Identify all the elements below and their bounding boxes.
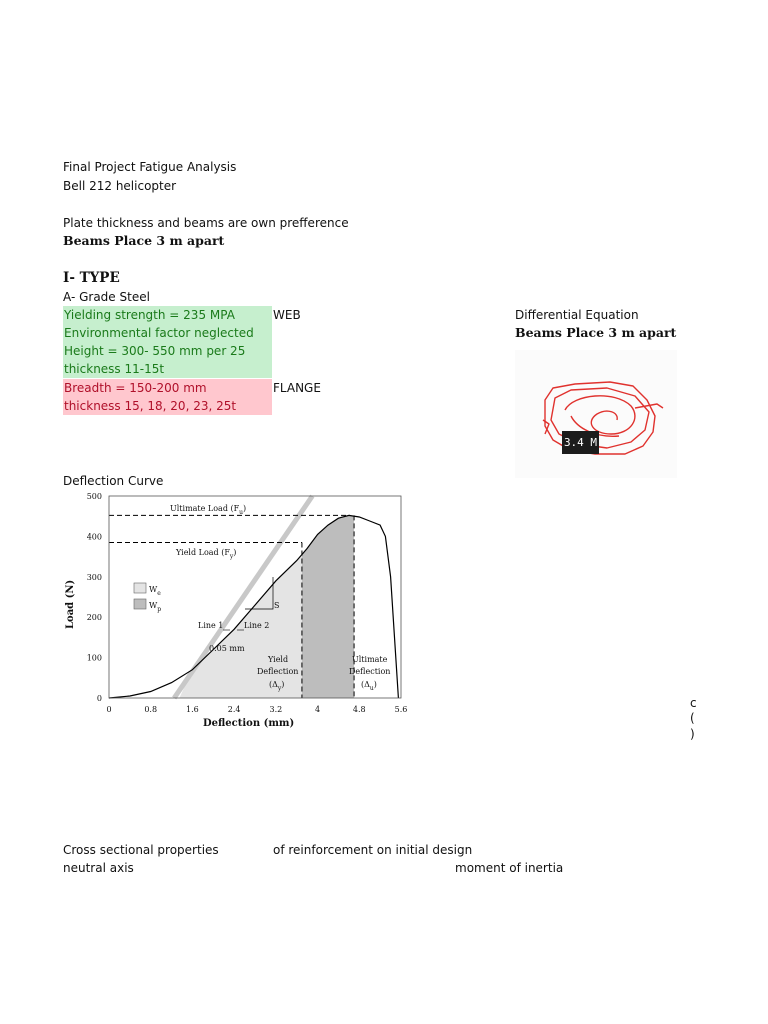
y-tick-label: 200 (86, 613, 102, 623)
cross-section-label: Cross sectional properties (63, 843, 219, 857)
differential-equation-label: Differential Equation (515, 308, 639, 322)
x-tick-label: 3.2 (269, 705, 283, 714)
legend-swatch-wp (134, 599, 146, 609)
deflection-curve-label: Deflection Curve (63, 474, 164, 488)
handwritten-sketch-image (515, 350, 677, 478)
y-tick-label: 100 (86, 653, 102, 663)
edge-char: c (690, 696, 697, 710)
grade-label: A- Grade Steel (63, 290, 150, 304)
web-row: Environmental factor neglected (63, 324, 272, 342)
y-tick-label: 500 (86, 492, 102, 501)
ultimate-deflection-label-2: Deflection (349, 667, 391, 676)
web-row: Yielding strength = 235 MPA (63, 306, 272, 324)
sketch-measure-label: 3.4 M (562, 431, 599, 454)
deflection-chart (63, 491, 408, 731)
yield-deflection-label-2: Deflection (257, 667, 299, 676)
yield-load-annotation: Yield Load $(F_y)$ (176, 548, 237, 560)
line2-label: Line 2 (244, 621, 270, 630)
document-subtitle: Bell 212 helicopter (63, 179, 177, 193)
legend-wp-label: $W_p$ (149, 601, 162, 613)
deflection-chart-svg (63, 491, 408, 731)
x-tick-label: 2.4 (227, 705, 241, 714)
line1-label: Line 1 (198, 621, 224, 630)
x-tick-label: 4.8 (352, 705, 366, 714)
differential-beams-note: Beams Place 3 m apart (515, 325, 677, 340)
neutral-axis-label: neutral axis (63, 861, 134, 875)
sketch-scribble (515, 350, 677, 478)
flange-row: Breadth = 150-200 mm (63, 379, 272, 397)
y-axis-label: Load (N) (65, 579, 76, 629)
y-tick-label: 300 (86, 572, 102, 582)
moment-of-inertia-label: moment of inertia (455, 861, 564, 875)
x-tick-label: 0.8 (144, 705, 158, 714)
x-tick-label: 0 (106, 705, 112, 714)
document-title: Final Project Fatigue Analysis (63, 160, 237, 174)
x-tick-label: 1.6 (186, 705, 199, 714)
web-row: Height = 300- 550 mm per 25 (63, 342, 272, 360)
legend-swatch-we (134, 583, 146, 593)
web-label: WEB (273, 308, 301, 322)
yield-deflection-symbol: $(\Delta_y)$ (269, 680, 285, 692)
edge-char: ( (690, 711, 695, 725)
ultimate-deflection-label: Ultimate (352, 655, 388, 664)
x-tick-label: 5.6 (394, 705, 408, 714)
slope-label: S (274, 601, 280, 610)
ultimate-deflection-symbol: $(\Delta_u)$ (361, 680, 377, 692)
flange-label: FLANGE (273, 381, 321, 395)
preference-note: Plate thickness and beams are own prefference (63, 216, 349, 230)
flange-row: thickness 15, 18, 20, 23, 25t (63, 397, 272, 415)
offset-label: 0.05 mm (209, 644, 245, 653)
section-type-heading: I- TYPE (63, 270, 120, 286)
legend-we-label: $W_e$ (149, 585, 161, 597)
y-tick-label: 0 (96, 694, 102, 703)
beams-note: Beams Place 3 m apart (63, 233, 225, 248)
edge-char: ) (690, 727, 695, 741)
yield-deflection-label: Yield (268, 655, 289, 664)
x-axis-label: Deflection (mm) (203, 718, 295, 729)
ultimate-load-annotation: Ultimate Load $(F_u)$ (170, 504, 247, 516)
y-tick-label: 400 (86, 532, 102, 542)
reinforcement-label: of reinforcement on initial design (273, 843, 473, 857)
x-tick-label: 4 (315, 705, 321, 714)
web-row: thickness 11-15t (63, 360, 272, 378)
